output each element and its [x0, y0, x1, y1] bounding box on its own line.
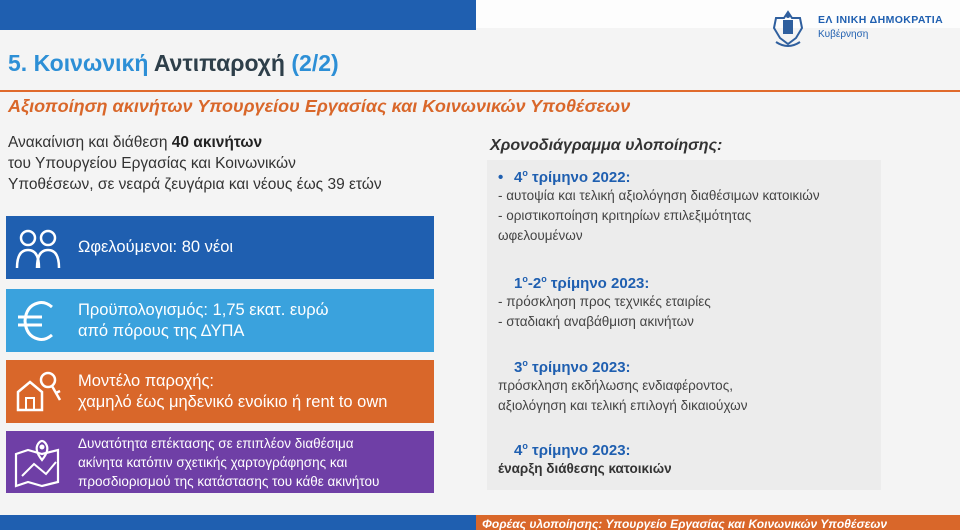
phase-sup: ο	[522, 274, 528, 284]
budget-line-2: από πόρους της ΔΥΠΑ	[78, 321, 245, 340]
delivery-model-box	[6, 360, 434, 423]
government-name: ΕΛ ΙΝΙΚΗ ΔΗΜΟΚΡΑΤΙΑ	[818, 14, 944, 26]
bottom-bar	[0, 515, 476, 530]
expansion-box	[6, 431, 434, 493]
euro-icon	[12, 295, 64, 347]
phase-heading	[498, 168, 820, 186]
title-part-3: (2/2)	[291, 50, 339, 76]
title-part-1: 5. Κοινωνική	[8, 50, 149, 76]
footer-bar	[476, 515, 960, 530]
phase-sup: ο	[522, 358, 528, 368]
phase-line: - σταδιακή αναβάθμιση ακινήτων	[498, 314, 694, 329]
phase-line: αξιολόγηση και τελική επιλογή δικαιούχων	[498, 398, 748, 413]
people-icon	[12, 222, 64, 274]
phase-line: πρόσκληση εκδήλωσης ενδιαφέροντος,	[498, 378, 733, 393]
intro-text	[8, 132, 448, 195]
phase-rest: -2	[527, 275, 542, 292]
timeline-phase	[498, 358, 747, 416]
timeline-phase	[498, 168, 820, 246]
house-key-icon	[12, 366, 64, 418]
phase-line: - οριστικοποίηση κριτηρίων επιλεξιμότητας	[498, 208, 752, 223]
phase-rest: τρίμηνο 2022:	[527, 169, 631, 186]
phase-sup: ο	[522, 441, 528, 451]
phase-sup: ο	[522, 168, 528, 178]
beneficiaries-line: Ωφελούμενοι: 80 νέοι	[78, 238, 234, 256]
expansion-line-2: ακίνητα κατόπιν σχετικής χαρτογράφησης και	[78, 454, 348, 470]
greek-emblem-icon	[766, 8, 810, 48]
phase-num: 4	[514, 169, 523, 186]
phase-line: - πρόσκληση προς τεχνικές εταιρίες	[498, 294, 711, 309]
delivery-model-line-1: Μοντέλο παροχής:	[78, 371, 214, 390]
timeline-title: Χρονοδιάγραμμα υλοποίησης:	[490, 137, 723, 154]
intro-line-1: Ανακαίνιση και διάθεση	[8, 134, 172, 151]
beneficiaries-text	[78, 237, 233, 258]
beneficiaries-box	[6, 216, 434, 279]
budget-box	[6, 289, 434, 352]
page-title	[8, 50, 339, 77]
expansion-line-1: Δυνατότητα επέκτασης σε επιπλέον διαθέσιμα	[78, 435, 354, 451]
intro-highlight: 40 ακινήτων	[171, 134, 263, 151]
phase-num: 4	[514, 442, 523, 459]
delivery-model-text	[78, 371, 387, 413]
phase-line: ωφελουμένων	[498, 228, 583, 243]
intro-line-3: Υποθέσεων, σε νεαρά ζευγάρια και νέους έως 39 ετών	[8, 176, 382, 193]
phase-rest: τρίμηνο 2023:	[527, 359, 631, 376]
expansion-line-3: προσδιορισμού της κατάστασης του κάθε ακινήτου	[78, 473, 380, 489]
top-bar	[0, 0, 476, 30]
budget-line-1: Προϋπολογισμός: 1,75 εκατ. ευρώ	[78, 300, 329, 319]
phase-heading	[498, 441, 672, 459]
phase-heading	[498, 274, 711, 292]
subtitle-divider	[0, 90, 960, 92]
budget-text	[78, 300, 329, 342]
phase-heading	[498, 358, 747, 376]
timeline-phase	[498, 274, 711, 332]
title-part-2: Αντιπαροχή	[153, 50, 285, 76]
phase-line: - αυτοψία και τελική αξιολόγηση διαθέσιμων κατοικιών	[498, 188, 820, 203]
phase-rest: τρίμηνο 2023:	[546, 275, 650, 292]
government-subtitle: Κυβέρνηση	[818, 29, 869, 40]
section-subtitle: Αξιοποίηση ακινήτων Υπουργείου Εργασίας και Κοινωνικών Υποθέσεων	[8, 96, 631, 116]
intro-line-2: του Υπουργείου Εργασίας και Κοινωνικών	[8, 155, 296, 172]
expansion-text	[78, 434, 379, 491]
delivery-model-line-2: χαμηλό έως μηδενικό ενοίκιο ή rent to own	[78, 392, 388, 411]
map-pin-icon	[12, 436, 64, 488]
phase-num: 1	[514, 275, 523, 292]
phase-sup: ο	[541, 274, 547, 284]
footer-text: Φορέας υλοποίησης: Υπουργείο Εργασίας και Κοινωνικών Υποθέσεων	[482, 517, 887, 530]
bullet-icon: •	[498, 169, 504, 186]
phase-rest: τρίμηνο 2023:	[527, 442, 631, 459]
phase-num: 3	[514, 359, 523, 376]
timeline-phase	[498, 441, 672, 479]
phase-line: έναρξη διάθεσης κατοικιών	[498, 461, 672, 476]
